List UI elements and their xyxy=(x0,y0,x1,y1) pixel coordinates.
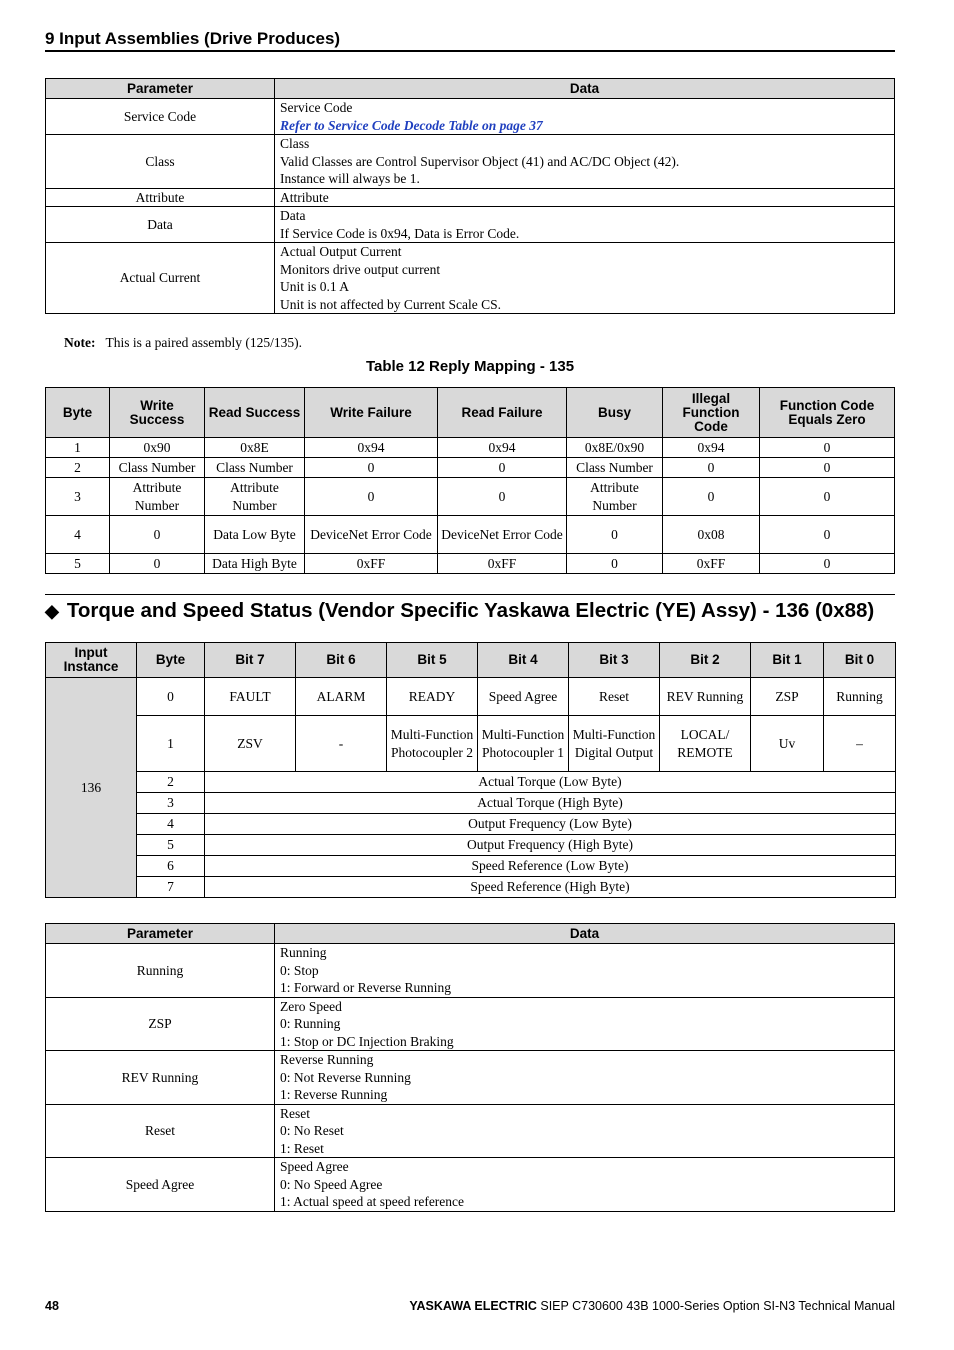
bit-cell: Reset xyxy=(569,678,660,716)
param-cell: Speed Agree xyxy=(46,1158,275,1212)
header-bit-0: Bit 0 xyxy=(824,643,896,678)
bit-cell: – xyxy=(824,716,896,772)
table-cell: 0 xyxy=(305,458,438,478)
section-title xyxy=(45,594,895,623)
parameter-table-136 xyxy=(45,923,895,1212)
header-read-success: Read Success xyxy=(205,388,305,438)
data-cell xyxy=(275,1051,895,1105)
byte-cell: 3 xyxy=(137,793,205,814)
torque-speed-status-table xyxy=(45,642,896,898)
header-bit-4: Bit 4 xyxy=(478,643,569,678)
header-function-code-zero: Function Code Equals Zero xyxy=(760,388,895,438)
data-line: If Service Code is 0x94, Data is Error Code. xyxy=(280,225,520,241)
bit-cell: Speed Agree xyxy=(478,678,569,716)
table-cell: Class Number xyxy=(110,458,205,478)
table-cell: Data High Byte xyxy=(205,554,305,574)
data-cell xyxy=(275,1158,895,1212)
table-cell: 0 xyxy=(438,478,567,516)
table-cell: 0 xyxy=(760,478,895,516)
table-cell: 3 xyxy=(46,478,110,516)
table-cell: Class Number xyxy=(205,458,305,478)
table-cell: DeviceNet Error Code xyxy=(438,516,567,554)
table-row xyxy=(46,944,895,998)
data-line: Attribute xyxy=(280,189,329,205)
section-header: 9 Input Assemblies (Drive Produces) xyxy=(45,29,895,52)
header-illegal-function-code: Illegal Function Code xyxy=(663,388,760,438)
byte-cell: 7 xyxy=(137,877,205,898)
header-byte: Byte xyxy=(137,643,205,678)
span-cell: Output Frequency (High Byte) xyxy=(205,835,896,856)
footer-brand: YASKAWA ELECTRIC xyxy=(409,1299,537,1313)
bit-cell: REV Running xyxy=(660,678,751,716)
data-cell xyxy=(275,1104,895,1158)
table-cell: Attribute Number xyxy=(205,478,305,516)
header-bit-2: Bit 2 xyxy=(660,643,751,678)
table-row xyxy=(46,135,895,189)
table-row xyxy=(46,678,896,716)
table-row xyxy=(46,772,896,793)
table-row xyxy=(46,478,895,516)
data-line: 1: Stop or DC Injection Braking xyxy=(280,1033,454,1049)
data-line: Class xyxy=(280,136,310,151)
table-row xyxy=(46,1051,895,1105)
data-cell xyxy=(275,207,895,243)
data-line: Actual Output Current xyxy=(280,244,402,259)
table-cell: 4 xyxy=(46,516,110,554)
section-title-text: Torque and Speed Status (Vendor Specific Yaskawa Electric (YE) Assy) - 136 (0x88) xyxy=(66,599,875,622)
span-cell: Output Frequency (Low Byte) xyxy=(205,814,896,835)
data-line: 0: Not Reverse Running xyxy=(280,1069,411,1085)
table-cell: 0x94 xyxy=(438,438,567,458)
table-row xyxy=(46,99,895,135)
table-cell: 0 xyxy=(438,458,567,478)
table-cell: DeviceNet Error Code xyxy=(305,516,438,554)
data-line: Reset xyxy=(280,1105,310,1121)
param-cell: Data xyxy=(46,207,275,243)
byte-cell: 6 xyxy=(137,856,205,877)
table-cell: Data Low Byte xyxy=(205,516,305,554)
data-line: Data xyxy=(280,208,306,223)
table-row xyxy=(46,438,895,458)
data-line: Valid Classes are Control Supervisor Object (41) and AC/DC Object (42). xyxy=(280,153,680,169)
param-cell: ZSP xyxy=(46,997,275,1051)
bit-cell: Running xyxy=(824,678,896,716)
data-line: 0: Stop xyxy=(280,962,319,978)
table-cell: 0 xyxy=(110,554,205,574)
footer-manual: SIEP C730600 43B 1000-Series Option SI-N3 Technical Manual xyxy=(540,1299,895,1313)
data-line: 0: No Speed Agree xyxy=(280,1176,383,1192)
bit-cell: Uv xyxy=(751,716,824,772)
byte-cell: 2 xyxy=(137,772,205,793)
table-cell: 0x8E/0x90 xyxy=(567,438,663,458)
param-cell: Class xyxy=(46,135,275,189)
param-cell: Actual Current xyxy=(46,243,275,314)
table-cell: 0x08 xyxy=(663,516,760,554)
data-line: Speed Agree xyxy=(280,1159,349,1174)
table-row xyxy=(46,207,895,243)
data-line: 1: Reverse Running xyxy=(280,1087,388,1102)
table-row xyxy=(46,243,895,314)
bit-cell: Multi-Function Digital Output xyxy=(569,716,660,772)
data-line: Instance will always be 1. xyxy=(280,171,420,186)
byte-cell: 1 xyxy=(137,716,205,772)
header-data: Data xyxy=(275,924,895,944)
table-row xyxy=(46,516,895,554)
data-line: Unit is 0.1 A xyxy=(280,279,350,294)
table-row xyxy=(46,997,895,1051)
bit-cell: ZSP xyxy=(751,678,824,716)
service-code-table-link[interactable]: Refer to Service Code Decode Table on page 37 xyxy=(280,117,543,133)
data-line: Running xyxy=(280,945,327,960)
table-cell: 0 xyxy=(567,554,663,574)
data-line: Reverse Running xyxy=(280,1052,374,1067)
note xyxy=(64,335,302,351)
header-bit-3: Bit 3 xyxy=(569,643,660,678)
table-cell: Class Number xyxy=(567,458,663,478)
bit-cell: READY xyxy=(387,678,478,716)
page-number: 48 xyxy=(45,1299,59,1313)
data-cell xyxy=(275,944,895,998)
data-line: 0: Running xyxy=(280,1016,341,1031)
param-cell: Running xyxy=(46,944,275,998)
table-cell: 0 xyxy=(110,516,205,554)
header-bit-6: Bit 6 xyxy=(296,643,387,678)
bit-cell: Multi-Function Photocoupler 1 xyxy=(478,716,569,772)
table-cell: 0 xyxy=(760,554,895,574)
param-cell: Attribute xyxy=(46,188,275,207)
header-busy: Busy xyxy=(567,388,663,438)
data-line: Service Code xyxy=(280,100,353,115)
data-cell xyxy=(275,243,895,314)
table-row xyxy=(46,835,896,856)
header-byte: Byte xyxy=(46,388,110,438)
param-cell: Service Code xyxy=(46,99,275,135)
table-row xyxy=(46,716,896,772)
reply-mapping-table xyxy=(45,387,895,574)
table-cell: 0x94 xyxy=(663,438,760,458)
header-parameter: Parameter xyxy=(46,79,275,99)
table-cell: 0 xyxy=(760,458,895,478)
input-instance-cell: 136 xyxy=(46,678,137,898)
bit-cell: ALARM xyxy=(296,678,387,716)
table-caption: Table 12 Reply Mapping - 135 xyxy=(365,358,575,375)
param-cell: REV Running xyxy=(46,1051,275,1105)
table-cell: 2 xyxy=(46,458,110,478)
data-line: 0: No Reset xyxy=(280,1123,344,1138)
table-cell: 1 xyxy=(46,438,110,458)
data-line: 1: Forward or Reverse Running xyxy=(280,980,451,995)
data-line: Unit is not affected by Current Scale CS. xyxy=(280,296,501,312)
data-line: Monitors drive output current xyxy=(280,261,441,277)
span-cell: Speed Reference (High Byte) xyxy=(205,877,896,898)
header-data: Data xyxy=(275,79,895,99)
header-write-success: Write Success xyxy=(110,388,205,438)
table-cell: 5 xyxy=(46,554,110,574)
bit-cell: FAULT xyxy=(205,678,296,716)
header-input-instance: Input Instance xyxy=(46,643,137,678)
byte-cell: 4 xyxy=(137,814,205,835)
table-cell: 0x94 xyxy=(305,438,438,458)
header-bit-1: Bit 1 xyxy=(751,643,824,678)
table-row xyxy=(46,1158,895,1212)
header-read-failure: Read Failure xyxy=(438,388,567,438)
table-cell: 0 xyxy=(663,458,760,478)
header-write-failure: Write Failure xyxy=(305,388,438,438)
table-cell: 0 xyxy=(567,516,663,554)
data-cell xyxy=(275,188,895,207)
bit-cell: Multi-Function Photocoupler 2 xyxy=(387,716,478,772)
byte-cell: 0 xyxy=(137,678,205,716)
bit-cell: LOCAL/ REMOTE xyxy=(660,716,751,772)
table-cell: 0 xyxy=(663,478,760,516)
byte-cell: 5 xyxy=(137,835,205,856)
span-cell: Actual Torque (High Byte) xyxy=(205,793,896,814)
table-row xyxy=(46,458,895,478)
table-cell: 0 xyxy=(760,516,895,554)
footer-manual-title xyxy=(409,1299,895,1313)
table-cell: 0xFF xyxy=(438,554,567,574)
table-cell: 0x90 xyxy=(110,438,205,458)
table-row xyxy=(46,877,896,898)
table-cell: Attribute Number xyxy=(110,478,205,516)
data-cell xyxy=(275,99,895,135)
bit-cell: ZSV xyxy=(205,716,296,772)
note-label: Note: xyxy=(64,335,96,350)
table-cell: 0x8E xyxy=(205,438,305,458)
header-parameter: Parameter xyxy=(46,924,275,944)
note-text: This is a paired assembly (125/135). xyxy=(105,335,302,350)
header-bit-7: Bit 7 xyxy=(205,643,296,678)
data-cell xyxy=(275,997,895,1051)
span-cell: Actual Torque (Low Byte) xyxy=(205,772,896,793)
table-row xyxy=(46,793,896,814)
header-bit-5: Bit 5 xyxy=(387,643,478,678)
bit-cell: - xyxy=(296,716,387,772)
table-row xyxy=(46,554,895,574)
table-row xyxy=(46,1104,895,1158)
table-cell: Attribute Number xyxy=(567,478,663,516)
table-cell: 0xFF xyxy=(663,554,760,574)
data-cell xyxy=(275,135,895,189)
data-line: 1: Actual speed at speed reference xyxy=(280,1194,465,1209)
table-cell: 0 xyxy=(760,438,895,458)
data-line: 1: Reset xyxy=(280,1140,324,1156)
data-line: Zero Speed xyxy=(280,998,342,1014)
parameter-table-135 xyxy=(45,78,895,314)
diamond-bullet-icon: ◆ xyxy=(45,601,59,621)
table-cell: 0 xyxy=(305,478,438,516)
table-cell: 0xFF xyxy=(305,554,438,574)
table-row xyxy=(46,856,896,877)
span-cell: Speed Reference (Low Byte) xyxy=(205,856,896,877)
table-row xyxy=(46,814,896,835)
table-row xyxy=(46,188,895,207)
param-cell: Reset xyxy=(46,1104,275,1158)
